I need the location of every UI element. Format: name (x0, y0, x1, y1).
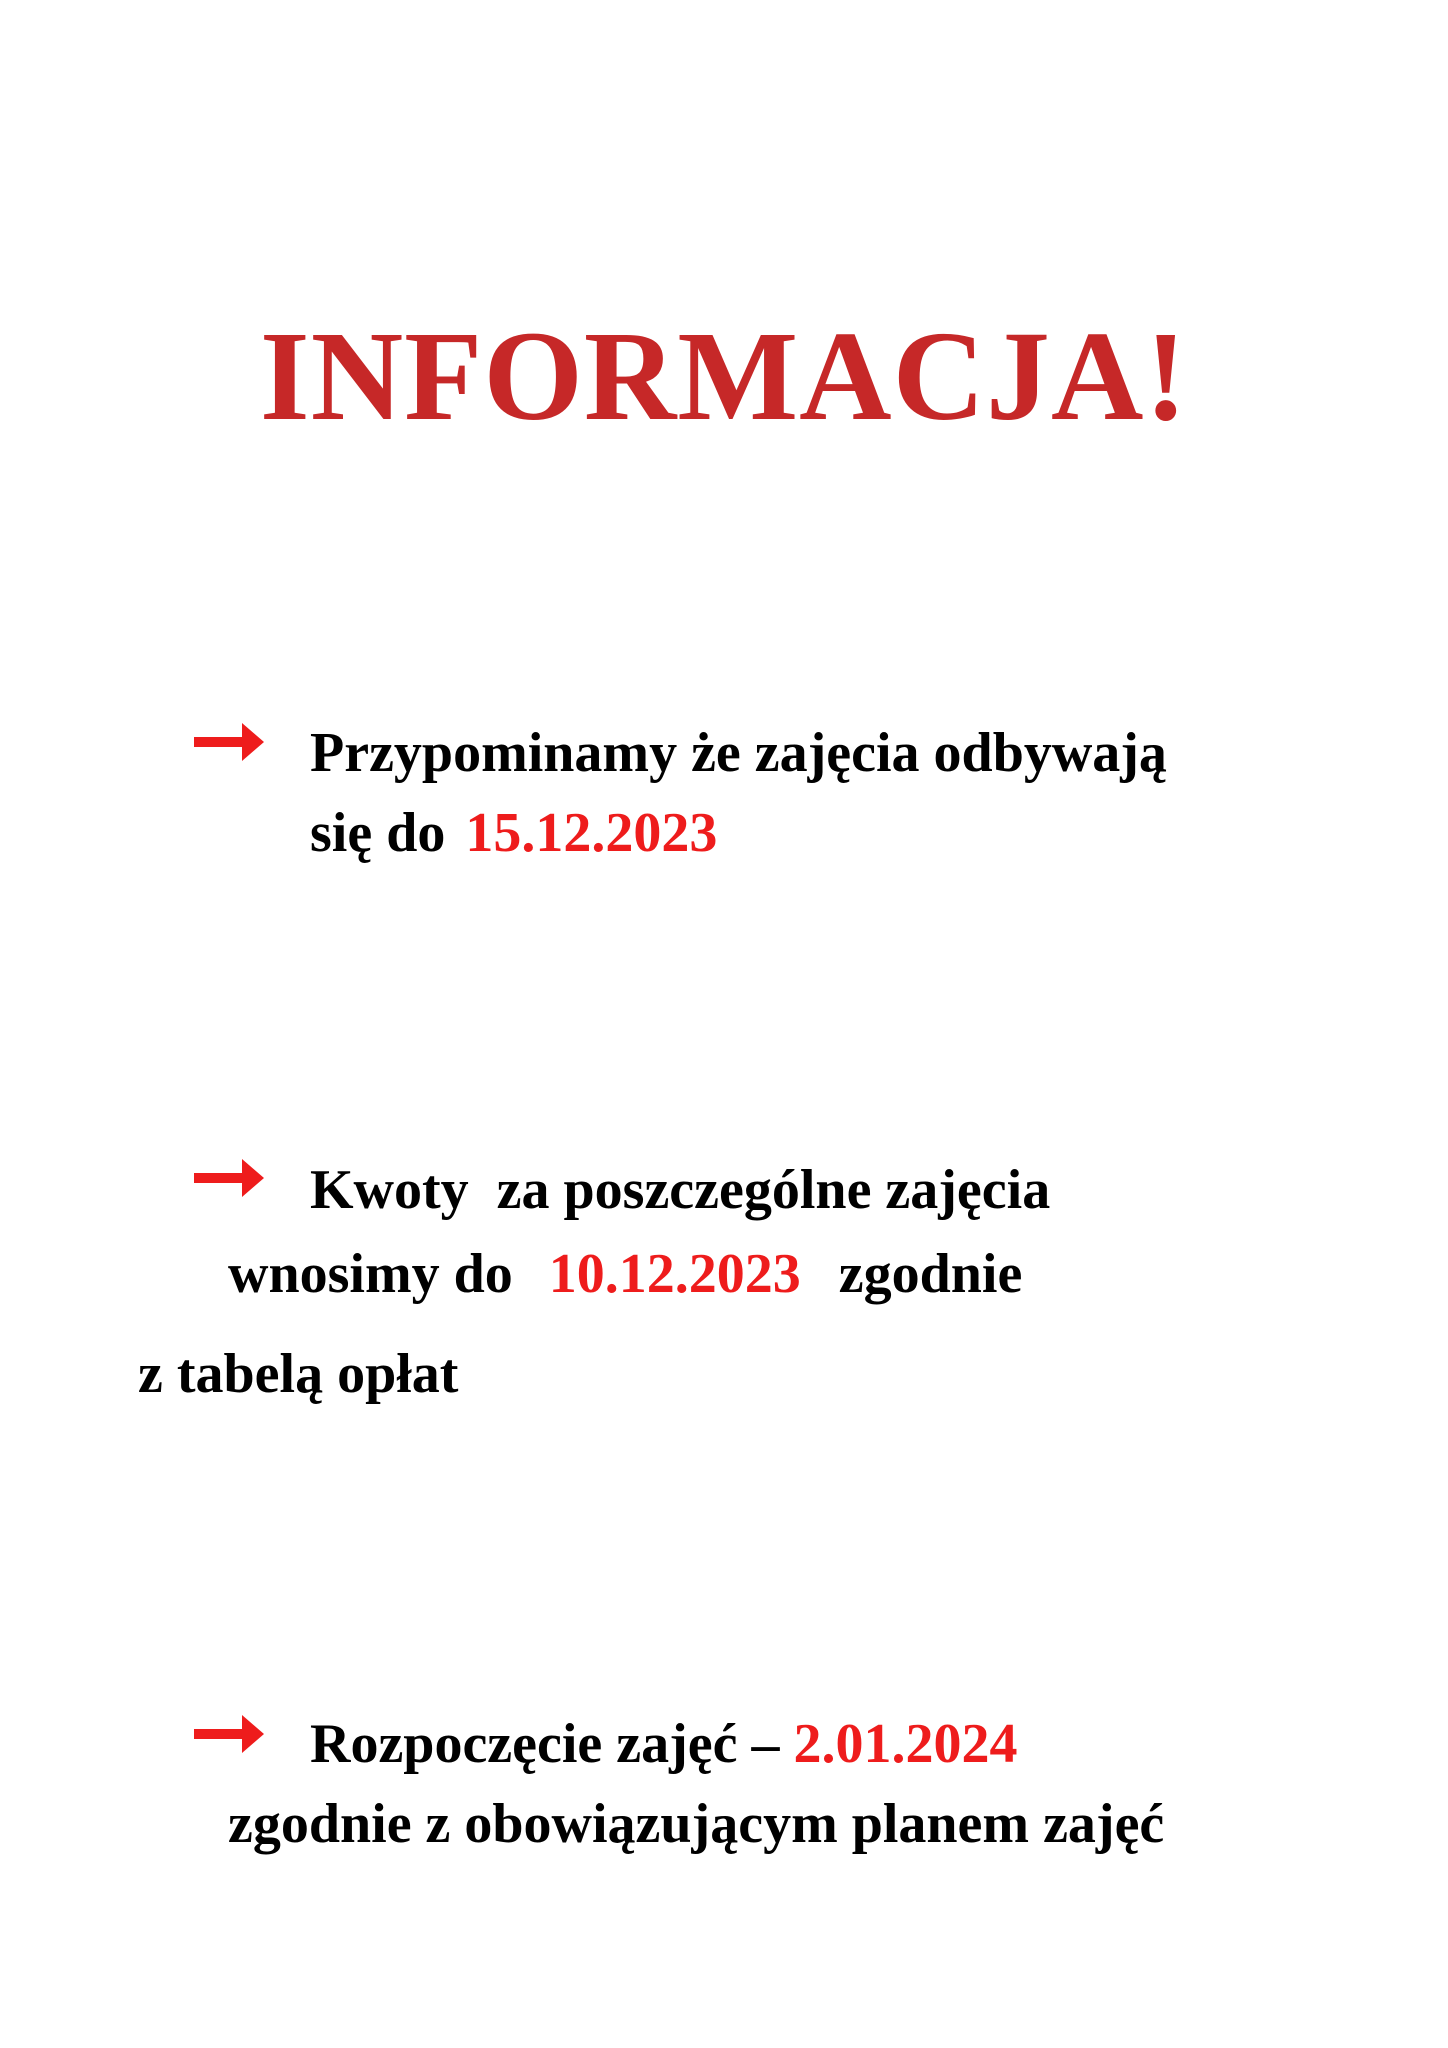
item-2-date: 10.12.2023 (548, 1243, 801, 1305)
item-3-line-1 (310, 1713, 1018, 1775)
item-2-line-1: Kwoty za poszczególne zajęcia (310, 1159, 1051, 1221)
item-2-line-3: z tabelą opłat (138, 1343, 459, 1405)
item-2-text: wnosimy do (228, 1243, 513, 1305)
item-1-line-1: Przypominamy że zajęcia odbywają (310, 722, 1167, 784)
page-title: INFORMACJA! (259, 305, 1189, 447)
right-arrow-icon (190, 1153, 268, 1203)
item-3-date: 2.01.2024 (793, 1713, 1018, 1775)
right-arrow-icon (190, 717, 268, 767)
item-2-text-after: zgodnie (838, 1243, 1023, 1305)
item-3-text: Rozpoczęcie zajęć – (310, 1713, 780, 1775)
right-arrow-icon (190, 1709, 268, 1759)
item-1-text: się do (310, 802, 446, 864)
item-2-line-2 (228, 1243, 1023, 1305)
item-1-line-2 (310, 802, 718, 864)
item-1-date: 15.12.2023 (465, 802, 718, 864)
item-3-line-2: zgodnie z obowiązującym planem zajęć (228, 1793, 1165, 1855)
